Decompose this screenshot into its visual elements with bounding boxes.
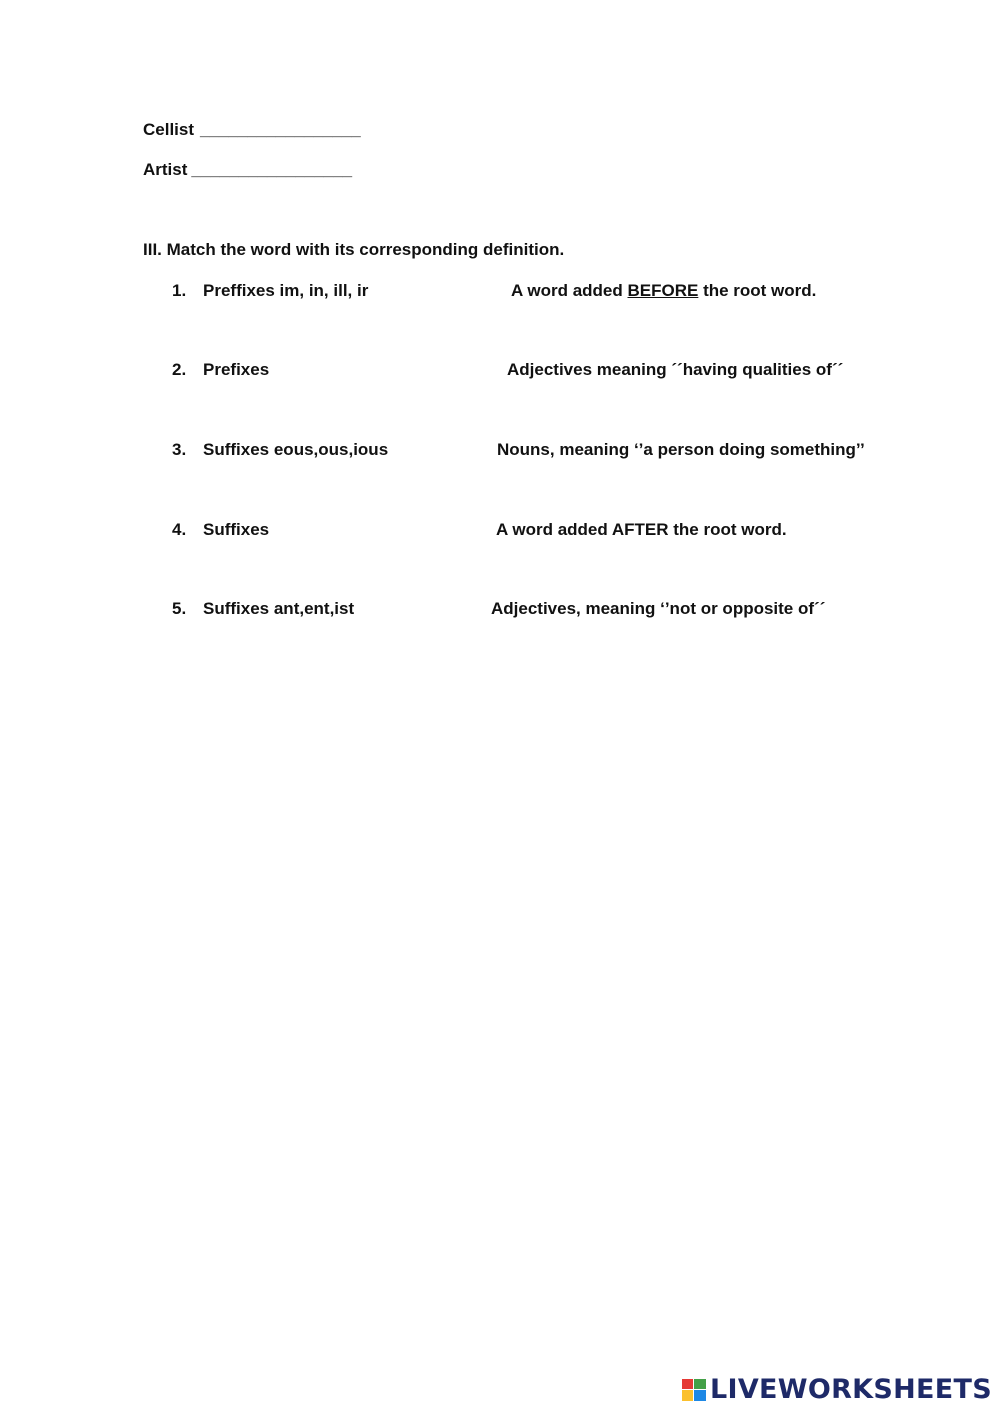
- item-definition[interactable]: Adjectives, meaning ‘’not or opposite of´´: [491, 599, 826, 618]
- item-number: 3.: [172, 440, 187, 459]
- definition-underlined: BEFORE: [627, 281, 699, 300]
- item-definition[interactable]: Adjectives meaning ´´having qualities of´´: [507, 360, 844, 379]
- answer-blank[interactable]: _________________: [191, 160, 353, 179]
- definition-text: the root word.: [698, 281, 817, 300]
- item-term[interactable]: Suffixes ant,ent,ist: [203, 599, 355, 618]
- logo-square: [694, 1379, 706, 1390]
- section-title: III. Match the word with its corresponding definition.: [143, 240, 565, 259]
- item-definition[interactable]: A word added AFTER the root word.: [496, 520, 787, 539]
- item-definition[interactable]: Nouns, meaning ‘’a person doing something’’: [497, 440, 865, 459]
- liveworksheets-logo-icon: [682, 1379, 706, 1401]
- item-number: 1.: [172, 281, 187, 300]
- item-number: 2.: [172, 360, 187, 379]
- fill-in-word: Cellist: [143, 120, 195, 139]
- answer-blank[interactable]: _________________: [200, 120, 361, 139]
- brand-text: LIVEWORKSHEETS: [709, 1374, 992, 1405]
- logo-square: [682, 1390, 694, 1401]
- item-definition[interactable]: [511, 281, 816, 301]
- item-term[interactable]: Preffixes im, in, ill, ir: [203, 281, 369, 300]
- logo-square: [694, 1390, 706, 1401]
- item-number: 4.: [172, 520, 187, 539]
- item-number: 5.: [172, 599, 187, 618]
- definition-text: A word added: [511, 281, 628, 300]
- fill-in-cellist: [143, 120, 361, 140]
- item-term[interactable]: Prefixes: [203, 360, 270, 379]
- item-term[interactable]: Suffixes: [203, 520, 270, 539]
- item-term[interactable]: Suffixes eous,ous,ious: [203, 440, 389, 459]
- fill-in-word: Artist: [143, 160, 188, 179]
- liveworksheets-brand: [682, 1374, 992, 1405]
- fill-in-artist: [143, 160, 352, 180]
- logo-square: [682, 1379, 694, 1390]
